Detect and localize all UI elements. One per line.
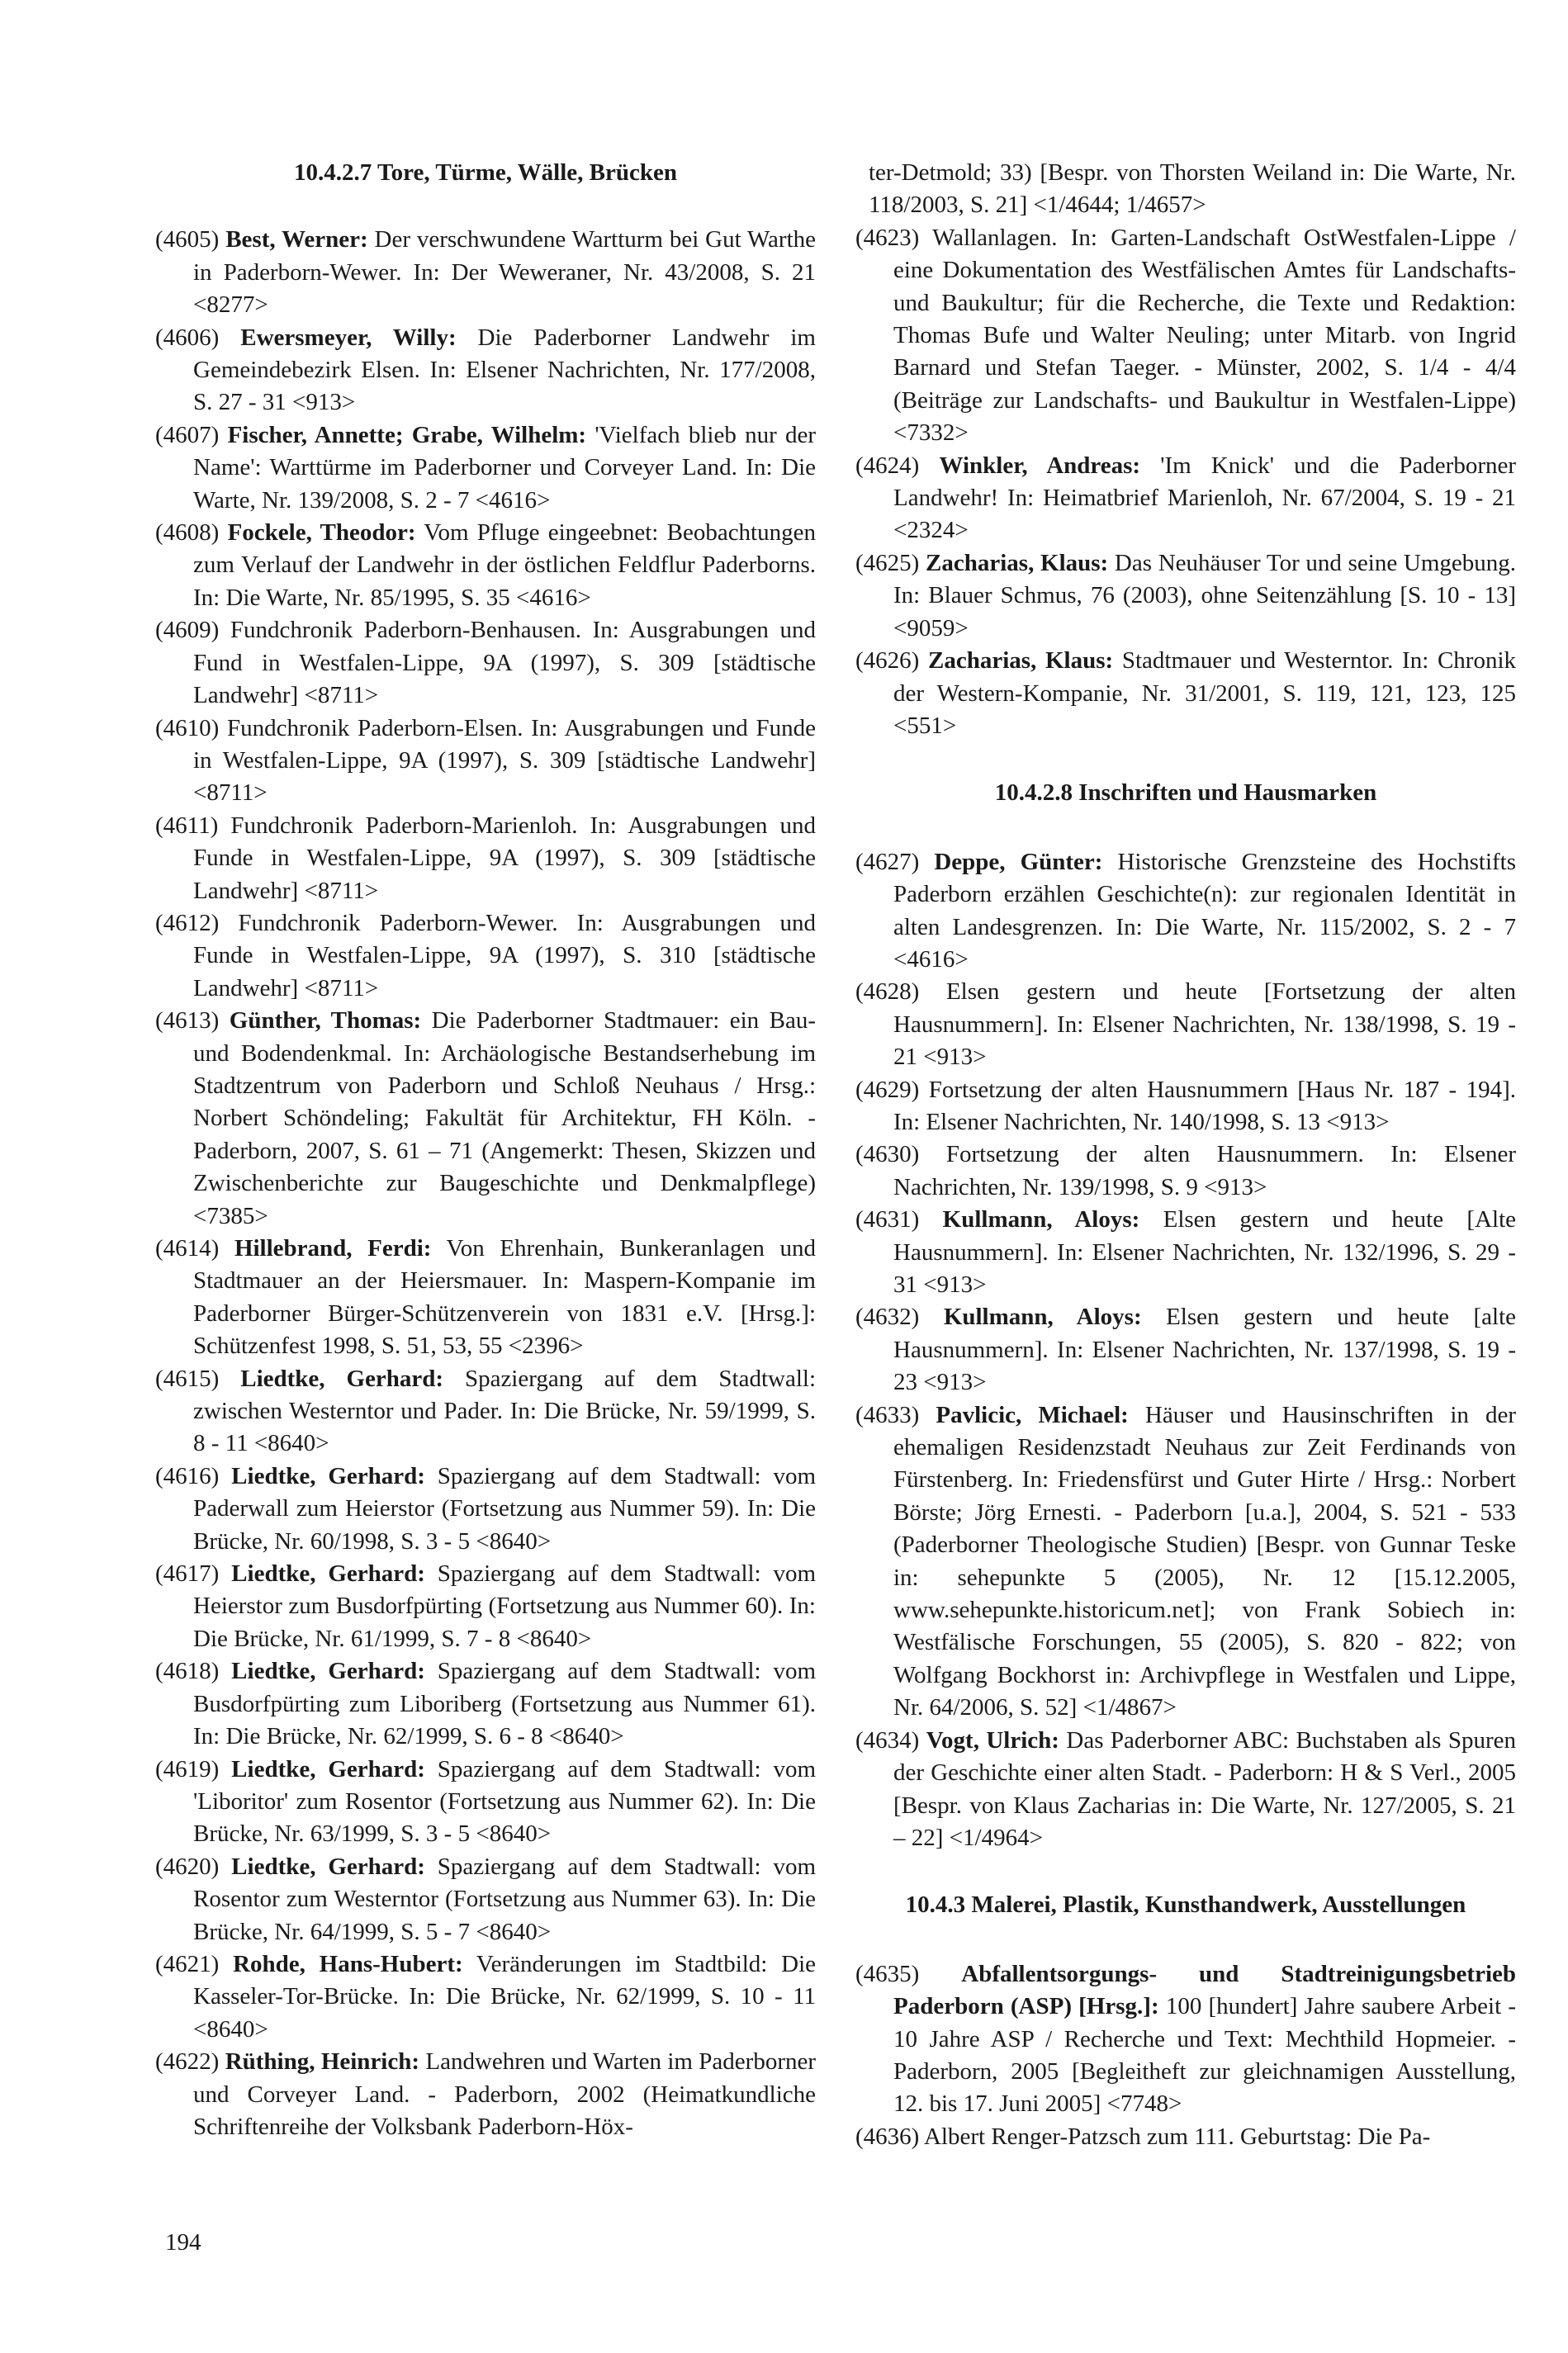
entry-number: (4635) <box>855 1960 920 1987</box>
bibliography-entry <box>855 1301 1516 1399</box>
entry-text: Spaziergang auf dem Stadtwall: vom Busdorfpürting zum Liboriberg (Fortsetzung aus Nummer 61). In: Die Brücke, Nr. 62/1999, S. 6 - 8 <8640> <box>193 1658 817 1750</box>
section-heading-4-3: 10.4.3 Malerei, Plastik, Kunsthandwerk, Ausstellungen <box>905 1891 1466 1919</box>
entry-number: (4615) <box>155 1365 220 1392</box>
bibliography-entry <box>855 222 1516 450</box>
entry-text: Die Paderborner Stadtmauer: ein Bau- und Bodendenkmal. In: Archäologische Bestandserhebung im Stadtzentrum von Paderborn und Schloß Neuhaus / Hrsg.: Norbert Schöndeling; Fakultät für Architektur, FH Köln. - Paderborn, 2007, S. 61 – 71 (Angemerkt: Thesen, Skizzen und Zwischenberichte zur Baugeschichte und Denkmalpflege) <7385> <box>193 1007 816 1229</box>
bibliography-entry <box>855 1725 1516 1855</box>
bibliography-entry <box>155 1754 816 1851</box>
entry-text: Fundchronik Paderborn-Marienloh. In: Ausgrabungen und Funde in Westfalen-Lippe, 9A (1997), S. 309 [städtische Landwehr] <8711> <box>193 812 816 904</box>
entry-number: (4629) <box>855 1076 920 1103</box>
entry-author: Liedtke, Gerhard: <box>231 1755 425 1783</box>
entry-text: Fortsetzung der alten Hausnummern [Haus Nr. 187 - 194]. In: Elsener Nachrichten, Nr. 140/1998, S. 13 <913> <box>893 1076 1517 1135</box>
bibliography-entry <box>155 322 816 419</box>
entry-number: (4631) <box>855 1206 920 1233</box>
bibliography-entry <box>155 1655 816 1753</box>
entry-number: (4626) <box>855 647 920 675</box>
entry-author: Deppe, Günter: <box>934 848 1103 875</box>
entry-number: (4611) <box>155 812 219 839</box>
bibliography-entry <box>155 1558 816 1655</box>
entry-text: Elsen gestern und heute [Fortsetzung der alten Hausnummern]. In: Elsener Nachrichten, Nr. 138/1998, S. 19 - 21 <913> <box>893 978 1516 1071</box>
entry-number: (4608) <box>155 519 220 547</box>
entry-author: Best, Werner: <box>225 226 368 253</box>
entry-author: Fischer, Annette; Grabe, Wilhelm: <box>227 421 587 448</box>
entry-author: Kullmann, Aloys: <box>942 1206 1140 1233</box>
entry-text: Die Paderborner Landwehr im Gemeindebezirk Elsen. In: Elsener Nachrichten, Nr. 177/2008, S. 27 - 31 <913> <box>193 324 816 416</box>
bibliography-entry <box>155 907 816 1005</box>
bibliography-entry <box>855 1139 1516 1204</box>
entry-author: Pavlicic, Michael: <box>936 1401 1129 1428</box>
entry-text: Von Ehrenhain, Bunkeranlagen und Stadtmauer an der Heiersmauer. In: Maspern-Kompanie im Paderborner Bürger-Schützenverein von 1831 e.V. [Hrsg.]: Schützenfest 1998, S. 51, 53, 55 <2396> <box>193 1235 816 1360</box>
entry-text: Elsen gestern und heute [alte Hausnummern]. In: Elsener Nachrichten, Nr. 137/1998, S. 19 - 23 <913> <box>893 1304 1517 1396</box>
bibliography-entry <box>855 1074 1516 1139</box>
bibliography-entry <box>155 2046 816 2143</box>
entry-author: Fockele, Theodor: <box>227 519 416 547</box>
section-heading-4-2-7: 10.4.2.7 Tore, Türme, Wälle, Brücken <box>293 159 678 186</box>
entry-text: Spaziergang auf dem Stadtwall: vom Paderwall zum Heierstor (Fortsetzung aus Nummer 59). In: Die Brücke, Nr. 60/1998, S. 3 - 5 <8640> <box>193 1462 817 1555</box>
bibliography-entry <box>155 1948 816 2046</box>
entry-text: Elsen gestern und heute [Alte Hausnummern]. In: Elsener Nachrichten, Nr. 132/1996, S. 29 - 31 <913> <box>893 1206 1516 1298</box>
bibliography-entry <box>855 976 1516 1073</box>
bibliography-entry <box>155 517 816 614</box>
bibliography-entry <box>155 1851 816 1948</box>
bibliography-entry <box>155 614 816 712</box>
page-number: 194 <box>165 2229 201 2256</box>
right-entries-c <box>855 1958 1516 2153</box>
bibliography-entry <box>155 713 816 810</box>
entry-number: (4632) <box>855 1304 920 1331</box>
entry-text: Der verschwundene Wartturm bei Gut Warthe in Paderborn-Wewer. In: Der Weweraner, Nr. 43/2008, S. 21 <8277> <box>193 226 817 319</box>
entry-text: Albert Renger-Patzsch zum 111. Geburtstag: Die Pa- <box>923 2123 1431 2150</box>
entry-author: Kullmann, Aloys: <box>943 1304 1142 1331</box>
entry-text: Spaziergang auf dem Stadtwall: vom 'Liboritor' zum Rosentor (Fortsetzung aus Nummer 62). In: Die Brücke, Nr. 63/1999, S. 3 - 5 <8640> <box>193 1755 817 1848</box>
entry-text: Wallanlagen. In: Garten-Landschaft OstWestfalen-Lippe / eine Dokumentation des Westfälischen Amtes für Landschafts- und Baukultur; für die Recherche, die Texte und Redaktion: Thomas Bufe und Walter Neuling; unter Mitarb. von Ingrid Barnard und Stefan Taeger. - Münster, 2002, S. 1/4 - 4/4 (Beiträge zur Landschafts- und Baukultur in Westfalen-Lippe) <7332> <box>893 224 1516 447</box>
entry-text: Stadtmauer und Westerntor. In: Chronik der Western-Kompanie, Nr. 31/2001, S. 119, 121, 123, 125 <551> <box>893 647 1516 739</box>
entry-author: Ewersmeyer, Willy: <box>240 324 457 351</box>
entry-number: (4620) <box>155 1853 220 1880</box>
entry-text: Veränderungen im Stadtbild: Die Kasseler-Tor-Brücke. In: Die Brücke, Nr. 62/1999, S. 10 - 11 <8640> <box>193 1950 816 2043</box>
entry-number: (4605) <box>155 226 220 253</box>
left-entries <box>155 224 816 2143</box>
entry-text: Spaziergang auf dem Stadtwall: vom Rosentor zum Westerntor (Fortsetzung aus Nummer 63). In: Die Brücke, Nr. 64/1999, S. 5 - 7 <8640> <box>193 1853 817 1945</box>
entry-author: Liedtke, Gerhard: <box>240 1365 444 1392</box>
entry-text: Historische Grenzsteine des Hochstifts Paderborn erzählen Geschichte(n): zur regionalen Identität in alten Landesgrenzen. In: Die Warte, Nr. 115/2002, S. 2 - 7 <4616> <box>893 848 1516 973</box>
entry-text: 'Im Knick' und die Paderborner Landwehr! In: Heimatbrief Marienloh, Nr. 67/2004, S. 19 - 21 <2324> <box>893 452 1517 544</box>
entry-author: Liedtke, Gerhard: <box>231 1560 425 1588</box>
entry-text: Häuser und Hausinschriften in der ehemaligen Residenzstadt Neuhaus zur Zeit Ferdinands von Fürstenberg. In: Friedensfürst und Guter Hirte / Hrsg.: Norbert Börste; Jörg Ernesti. - Paderborn [u.a.], 2004, S. 521 - 533 (Paderborner Theologische Studien) [Bespr. von Gunnar Teske in: sehepunkte 5 (2005), Nr. 12 [15.12.2005, www.sehepunkte.historicum.net]; von Frank Sobiech in: Westfälische Forschungen, 55 (2005), S. 820 - 822; von Wolfgang Bockhorst in: Archivpflege in Westfalen und Lippe, Nr. 64/2006, S. 52] <1/4867> <box>893 1401 1516 1721</box>
left-column <box>155 157 816 2143</box>
entry-number: (4616) <box>155 1462 220 1489</box>
bibliography-entry <box>155 419 816 517</box>
entry-author: Zacharias, Klaus: <box>928 647 1114 675</box>
entry-text: Landwehren und Warten im Paderborner und Corveyer Land. - Paderborn, 2002 (Heimatkundliche Schriftenreihe der Volksbank Paderborn-Höx- <box>193 2048 817 2140</box>
entry-number: (4612) <box>155 909 220 936</box>
bibliography-entry <box>155 224 816 321</box>
entry-number: (4633) <box>855 1401 920 1428</box>
entry-number: (4609) <box>155 617 220 644</box>
entry-author: Liedtke, Gerhard: <box>231 1658 425 1685</box>
entry-author: Zacharias, Klaus: <box>926 549 1109 576</box>
entry-number: (4630) <box>855 1141 920 1168</box>
entry-text: Fundchronik Paderborn-Benhausen. In: Ausgrabungen und Fund in Westfalen-Lippe, 9A (1997), S. 309 [städtische Landwehr] <8711> <box>193 617 817 709</box>
entry-author: Günther, Thomas: <box>229 1007 422 1034</box>
entry-number: (4610) <box>155 714 220 741</box>
entry-author: Rohde, Hans-Hubert: <box>233 1950 463 1977</box>
bibliography-entry <box>155 1233 816 1363</box>
entry-number: (4606) <box>155 324 220 351</box>
right-column <box>855 157 1516 2153</box>
entry-text: Fundchronik Paderborn-Elsen. In: Ausgrabungen und Funde in Westfalen-Lippe, 9A (1997), S. 309 [städtische Landwehr] <8711> <box>193 714 817 807</box>
entry-text: Das Paderborner ABC: Buchstaben als Spuren der Geschichte einer alten Stadt. - Paderborn: H & S Verl., 2005 [Bespr. von Klaus Zacharias in: Die Warte, Nr. 127/2005, S. 21 – 22] <1/4964> <box>893 1726 1517 1851</box>
right-entries-a <box>855 222 1516 743</box>
bibliography-entry <box>155 810 816 907</box>
entry-author: Vogt, Ulrich: <box>926 1726 1059 1754</box>
entry-number: (4636) <box>855 2123 920 2150</box>
bibliography-entry <box>855 1399 1516 1725</box>
bibliography-entry <box>855 1958 1516 2121</box>
bibliography-entry <box>155 1363 816 1461</box>
entry-text: Vom Pfluge eingeebnet: Beobachtungen zum Verlauf der Landwehr in der östlichen Feldflur Paderborns. In: Die Warte, Nr. 85/1995, S. 35 <4616> <box>193 519 816 611</box>
entry-number: (4625) <box>855 549 920 576</box>
entry-text: 'Vielfach blieb nur der Name': Warttürme im Paderborner und Corveyer Land. In: Die Warte, Nr. 139/2008, S. 2 - 7 <4616> <box>193 421 817 514</box>
entry-text: Spaziergang auf dem Stadtwall: zwischen Westerntor und Pader. In: Die Brücke, Nr. 59/1999, S. 8 - 11 <8640> <box>193 1365 816 1457</box>
entry-number: (4607) <box>155 421 220 448</box>
bibliography-entry <box>155 1461 816 1558</box>
entry-author: Liedtke, Gerhard: <box>231 1853 425 1880</box>
entry-number: (4617) <box>155 1560 220 1588</box>
entry-author: Abfallentsorgungs- und Stadtreinigungsbetrieb Paderborn (ASP) [Hrsg.]: <box>893 1960 1516 2020</box>
entry-text: Fundchronik Paderborn-Wewer. In: Ausgrabungen und Funde in Westfalen-Lippe, 9A (1997), S. 310 [städtische Landwehr] <8711> <box>193 909 817 1001</box>
entry-number: (4614) <box>155 1235 220 1262</box>
entry-number: (4621) <box>155 1950 220 1977</box>
section-heading-4-2-8: 10.4.2.8 Inschriften und Hausmarken <box>994 779 1377 807</box>
entry-text: Fortsetzung der alten Hausnummern. In: Elsener Nachrichten, Nr. 139/1998, S. 9 <913> <box>893 1141 1516 1200</box>
entry-number: (4628) <box>855 978 920 1006</box>
entry-number: (4634) <box>855 1726 920 1754</box>
entry-number: (4618) <box>155 1658 220 1685</box>
entry-author: Hillebrand, Ferdi: <box>234 1235 432 1262</box>
entry-number: (4613) <box>155 1007 220 1034</box>
entry-continuation: ter-Detmold; 33) [Bespr. von Thorsten Weiland in: Die Warte, Nr. 118/2003, S. 21] <1/4644; 1/4657> <box>869 159 1516 219</box>
entry-number: (4619) <box>155 1755 220 1783</box>
entry-number: (4627) <box>855 848 920 875</box>
entry-author: Rüthing, Heinrich: <box>225 2048 420 2076</box>
entry-text: 100 [hundert] Jahre saubere Arbeit - 10 Jahre ASP / Recherche und Text: Mechthild Hopmeier. - Paderborn, 2005 [Begleitheft zur gleichnamigen Ausstellung, 12. bis 17. Juni 2005] <7748> <box>893 1993 1516 2118</box>
bibliography-entry <box>855 2121 1516 2153</box>
entry-author: Winkler, Andreas: <box>939 452 1141 479</box>
entry-text: Das Neuhäuser Tor und seine Umgebung. In: Blauer Schmus, 76 (2003), ohne Seitenzählung [S. 10 - 13] <9059> <box>893 549 1517 642</box>
entry-number: (4622) <box>155 2048 220 2076</box>
right-entries-b <box>855 846 1516 1855</box>
bibliography-entry <box>855 1204 1516 1301</box>
bibliography-entry <box>855 645 1516 742</box>
bibliography-entry <box>855 846 1516 977</box>
entry-text: Spaziergang auf dem Stadtwall: vom Heierstor zum Busdorfpürting (Fortsetzung aus Nummer 60). In: Die Brücke, Nr. 61/1999, S. 7 - 8 <8640> <box>193 1560 817 1652</box>
bibliography-entry <box>855 450 1516 547</box>
entry-number: (4623) <box>855 224 920 251</box>
entry-author: Liedtke, Gerhard: <box>231 1462 425 1489</box>
bibliography-entry <box>155 1005 816 1233</box>
entry-number: (4624) <box>855 452 920 479</box>
bibliography-entry <box>855 547 1516 645</box>
